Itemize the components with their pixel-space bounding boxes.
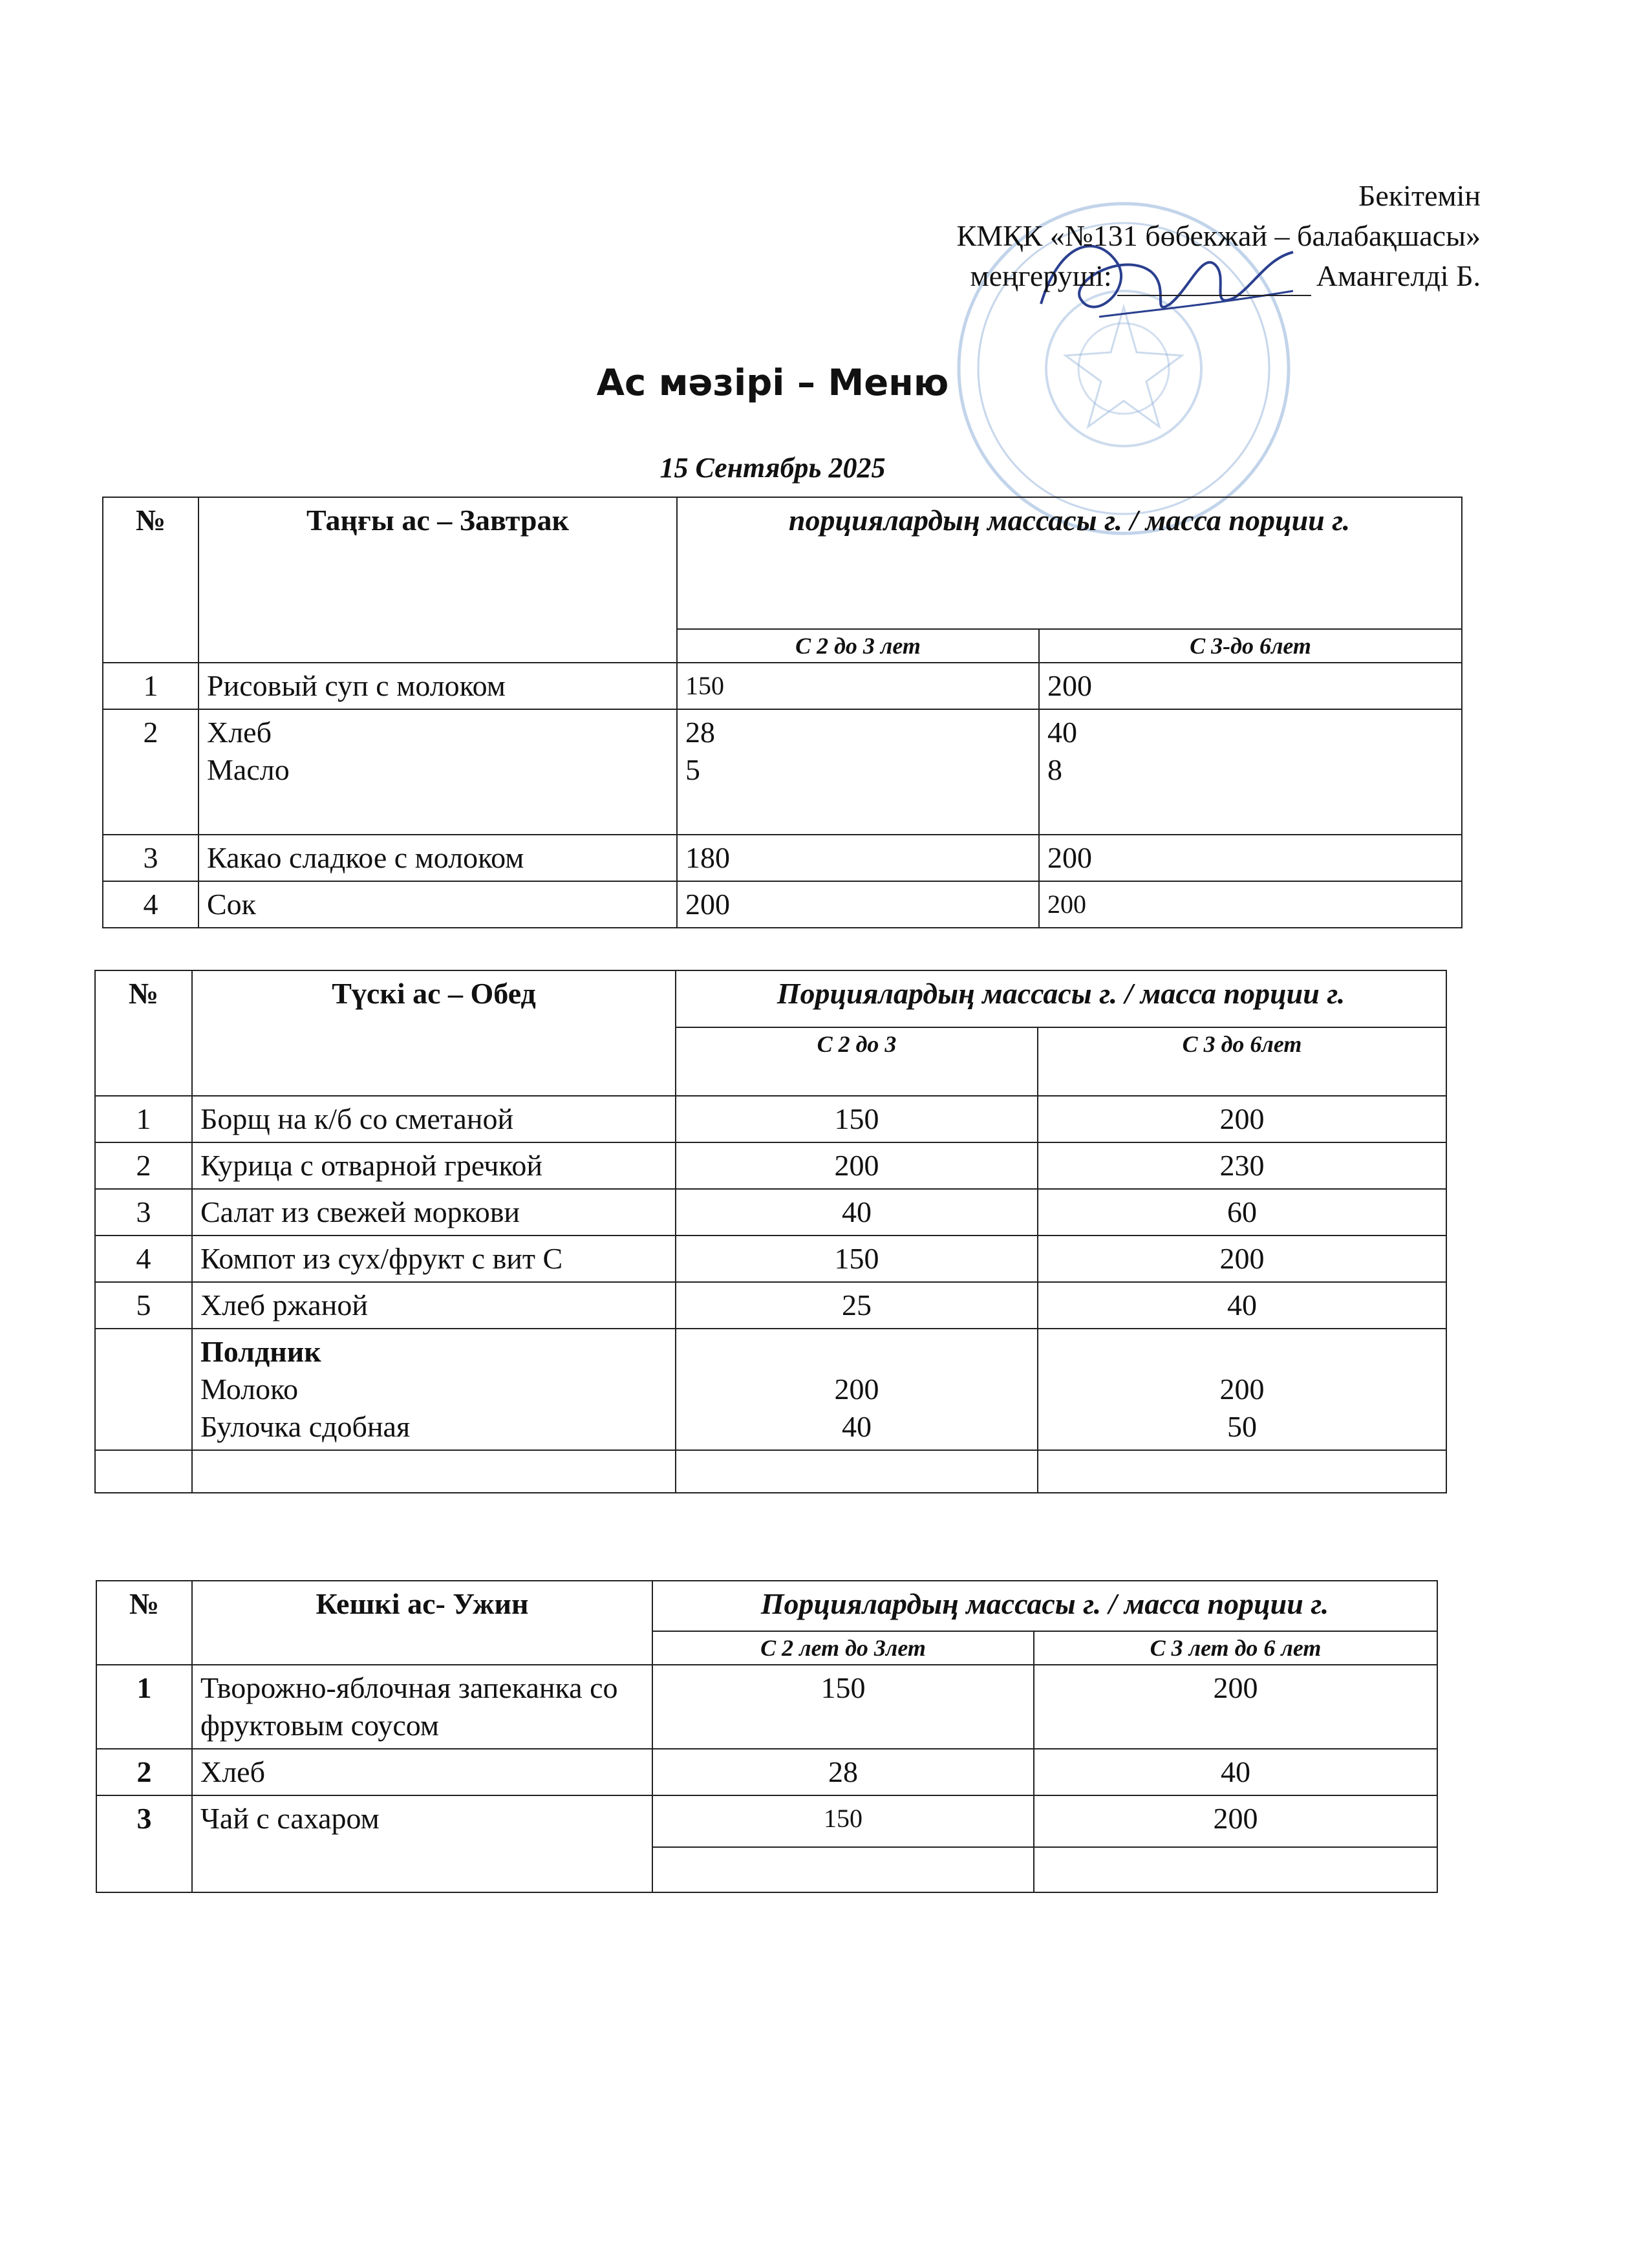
portion-value: 28 bbox=[685, 716, 715, 749]
portion-age-2: 200 bbox=[1039, 881, 1462, 928]
portion-age-2: 200 bbox=[1038, 1096, 1446, 1142]
head-label: меңгеруші: bbox=[970, 259, 1112, 292]
snack-item: Молоко bbox=[200, 1373, 299, 1406]
signature-underline bbox=[1117, 269, 1311, 296]
dish-name: Хлеб ржаной bbox=[192, 1282, 676, 1329]
table-row bbox=[103, 663, 1462, 709]
head-name: Амангелді Б. bbox=[1316, 259, 1481, 292]
dish-name-line: Хлеб bbox=[207, 716, 272, 749]
portion-age-1: 150 bbox=[677, 663, 1039, 709]
portion-age-2: 200 bbox=[1039, 835, 1462, 881]
portion-age-2: 40 bbox=[1034, 1749, 1437, 1795]
table-row bbox=[95, 1142, 1446, 1189]
age-group-1: С 2 лет до 3лет bbox=[652, 1631, 1034, 1665]
portion-value: 50 bbox=[1227, 1410, 1257, 1443]
column-header-number: № bbox=[103, 497, 198, 663]
row-number: 3 bbox=[95, 1189, 192, 1236]
table-row bbox=[95, 1189, 1446, 1236]
table-row bbox=[96, 1665, 1437, 1749]
dish-name: Творожно-яблочная запеканка со фруктовым соусом bbox=[192, 1665, 652, 1749]
portion-age-1: 40 bbox=[676, 1189, 1038, 1236]
portion-age-2: 60 bbox=[1038, 1189, 1446, 1236]
portion-value: 40 bbox=[842, 1410, 872, 1443]
dish-name: Курица с отварной гречкой bbox=[192, 1142, 676, 1189]
approval-heading: Бекітемін bbox=[1358, 179, 1481, 212]
snack-items bbox=[192, 1329, 676, 1450]
page-title: Ас мәзірі – Меню bbox=[596, 362, 949, 404]
table-row bbox=[96, 1749, 1437, 1795]
portion-age-1 bbox=[677, 709, 1039, 835]
portion-age-1: 180 bbox=[677, 835, 1039, 881]
portion-age-1: 200 bbox=[677, 881, 1039, 928]
dish-name: Салат из свежей моркови bbox=[192, 1189, 676, 1236]
table-header-row bbox=[96, 1581, 1437, 1631]
portion-value: 200 bbox=[834, 1373, 879, 1406]
column-header-meal: Кешкі ас- Ужин bbox=[192, 1581, 652, 1665]
portion-value: 40 bbox=[1047, 716, 1077, 749]
head-signature-line bbox=[956, 256, 1481, 296]
dish-name bbox=[198, 709, 677, 835]
portion-value: 200 bbox=[1219, 1373, 1265, 1406]
portion-age-1: 150 bbox=[652, 1665, 1034, 1749]
age-group-1: С 2 до 3 лет bbox=[677, 629, 1039, 663]
dish-name: Борщ на к/б со сметаной bbox=[192, 1096, 676, 1142]
column-header-number: № bbox=[95, 970, 192, 1096]
dish-name: Сок bbox=[198, 881, 677, 928]
row-number: 1 bbox=[96, 1665, 192, 1749]
portion-age-1: 150 bbox=[676, 1236, 1038, 1282]
portion-age-2 bbox=[1039, 709, 1462, 835]
row-number: 4 bbox=[95, 1236, 192, 1282]
table-row bbox=[95, 1282, 1446, 1329]
table-row bbox=[103, 709, 1462, 835]
menu-date: 15 Сентябрь 2025 bbox=[659, 452, 886, 484]
dish-name: Рисовый суп с молоком bbox=[198, 663, 677, 709]
portion-age-1: 150 bbox=[652, 1795, 1034, 1847]
table-row bbox=[103, 881, 1462, 928]
portion-age-1: 28 bbox=[652, 1749, 1034, 1795]
portion-age-2: 230 bbox=[1038, 1142, 1446, 1189]
column-header-mass: Порциялардың массасы г. / масса порции г. bbox=[676, 970, 1446, 1027]
row-number: 1 bbox=[95, 1096, 192, 1142]
portion-age-2: 200 bbox=[1034, 1665, 1437, 1749]
row-number: 2 bbox=[95, 1142, 192, 1189]
portion-age-1: 200 bbox=[676, 1142, 1038, 1189]
portion-age-2: 40 bbox=[1038, 1282, 1446, 1329]
table-row bbox=[103, 835, 1462, 881]
portion-age-2: 200 bbox=[1038, 1236, 1446, 1282]
row-number bbox=[95, 1329, 192, 1450]
institution-name: КМҚК «№131 бөбекжай – балабақшасы» bbox=[956, 219, 1481, 252]
row-number: 2 bbox=[96, 1749, 192, 1795]
table-row bbox=[95, 1236, 1446, 1282]
dish-name-line: Масло bbox=[207, 753, 290, 786]
portion-age-2: 200 bbox=[1034, 1795, 1437, 1847]
empty-row bbox=[95, 1450, 1446, 1493]
portion-value: 5 bbox=[685, 753, 700, 786]
snack-row bbox=[95, 1329, 1446, 1450]
row-number: 1 bbox=[103, 663, 198, 709]
dish-name: Хлеб bbox=[192, 1749, 652, 1795]
column-header-number: № bbox=[96, 1581, 192, 1665]
portion-age-2: 200 bbox=[1039, 663, 1462, 709]
row-number: 3 bbox=[103, 835, 198, 881]
dish-name: Какао сладкое с молоком bbox=[198, 835, 677, 881]
table-row bbox=[96, 1795, 1437, 1847]
snack-title: Полдник bbox=[200, 1335, 321, 1368]
table-header-row bbox=[95, 970, 1446, 1027]
row-number: 2 bbox=[103, 709, 198, 835]
lunch-table bbox=[94, 970, 1447, 1493]
table-row bbox=[95, 1096, 1446, 1142]
age-group-1: С 2 до 3 bbox=[676, 1027, 1038, 1096]
row-number: 4 bbox=[103, 881, 198, 928]
row-number: 3 bbox=[96, 1795, 192, 1892]
approval-block bbox=[956, 176, 1481, 296]
age-group-2: С 3 лет до 6 лет bbox=[1034, 1631, 1437, 1665]
row-number: 5 bbox=[95, 1282, 192, 1329]
age-group-2: С 3 до 6лет bbox=[1038, 1027, 1446, 1096]
dish-name: Компот из сух/фрукт с вит С bbox=[192, 1236, 676, 1282]
column-header-mass: порциялардың массасы г. / масса порции г. bbox=[677, 497, 1462, 629]
snack-item: Булочка сдобная bbox=[200, 1410, 411, 1443]
column-header-meal: Таңғы ас – Завтрак bbox=[198, 497, 677, 663]
breakfast-table bbox=[102, 497, 1462, 928]
dish-name: Чай с сахаром bbox=[192, 1795, 652, 1892]
portion-value: 8 bbox=[1047, 753, 1062, 786]
age-group-2: С 3-до 6лет bbox=[1039, 629, 1462, 663]
portion-age-1: 25 bbox=[676, 1282, 1038, 1329]
column-header-mass: Порциялардың массасы г. / масса порции г. bbox=[652, 1581, 1437, 1631]
portion-age-1: 150 bbox=[676, 1096, 1038, 1142]
dinner-table bbox=[96, 1580, 1438, 1893]
portion-age-1 bbox=[676, 1329, 1038, 1450]
column-header-meal: Түскі ас – Обед bbox=[192, 970, 676, 1096]
portion-age-2 bbox=[1038, 1329, 1446, 1450]
table-header-row bbox=[103, 497, 1462, 629]
